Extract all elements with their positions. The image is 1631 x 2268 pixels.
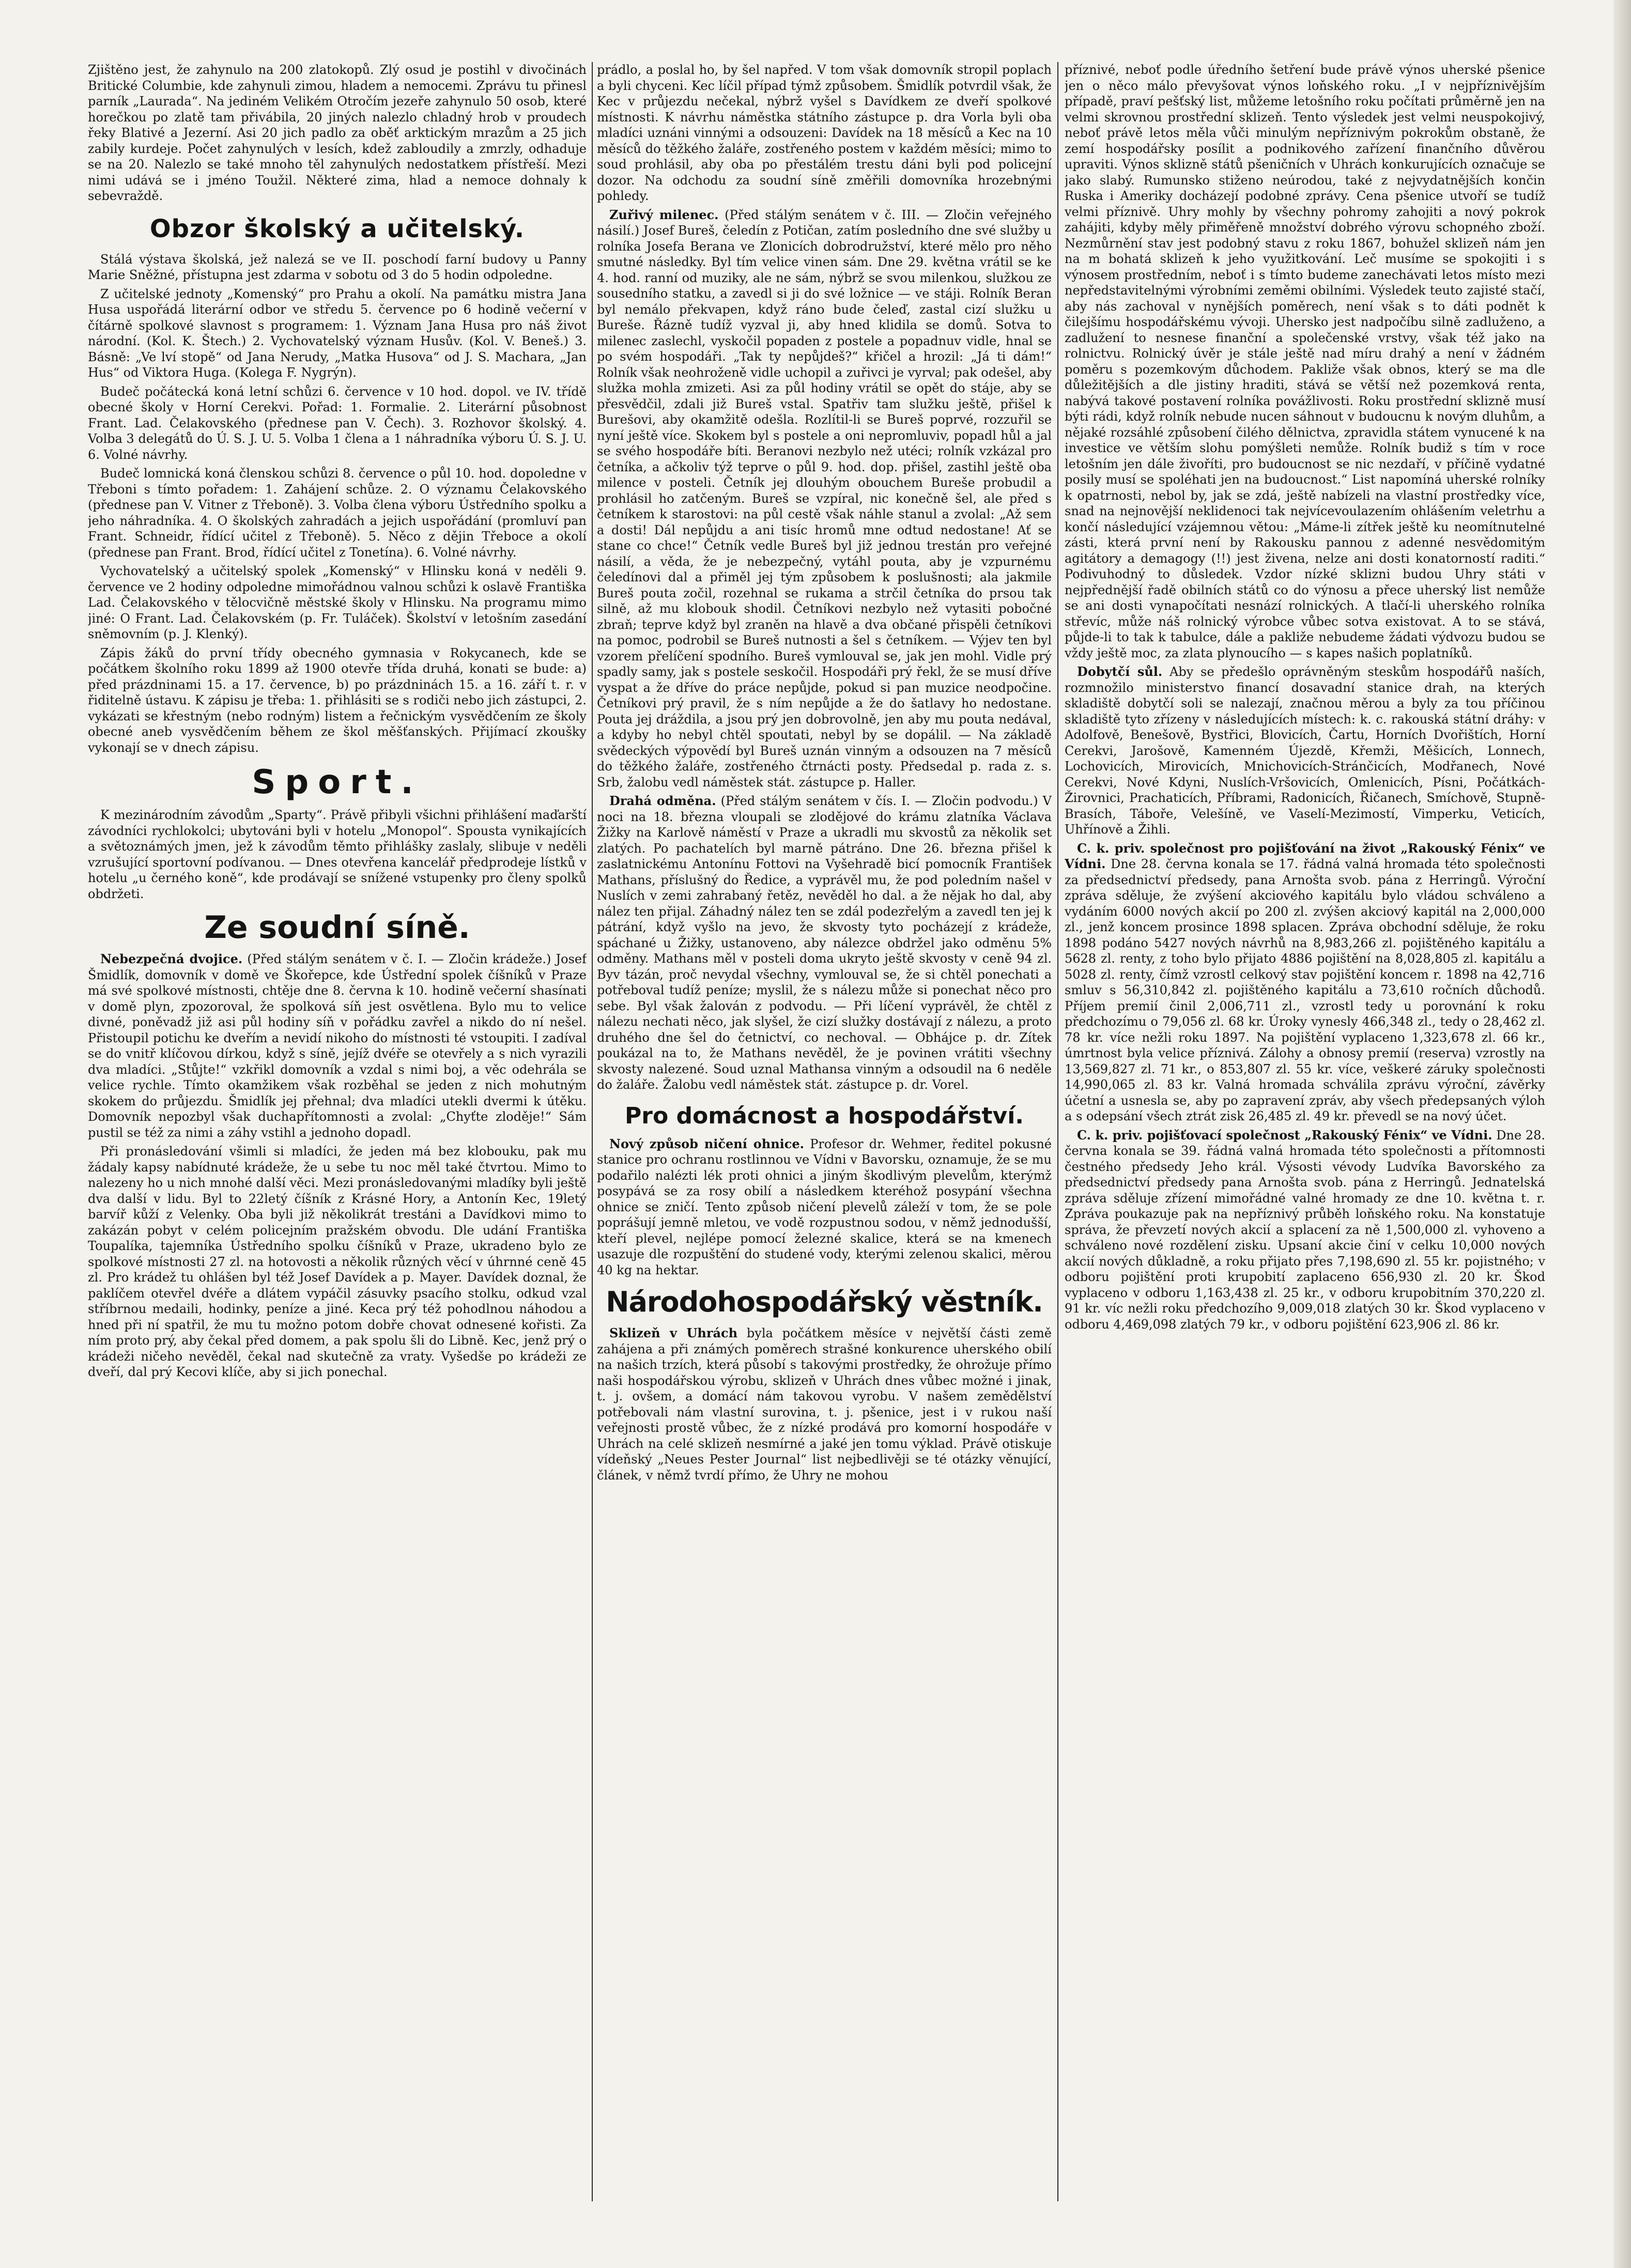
article-title: Dobytčí sůl.	[1077, 664, 1163, 679]
article-fenix-zivot	[1065, 841, 1545, 1124]
column-3	[1065, 62, 1545, 2207]
section-heading-domacnost: Pro domácnost a hospodářství.	[625, 1102, 1024, 1129]
article-body: byla počátkem měsíce v největší části země zahájena a při známých poměrech strašné konkurence uherského obilí na našich trzích, která působí s takovými prostředky, že ohrožuje přímo naši hospodářskou výrobu, sklizeň v Uhrách dnes vůbec možné i jinak, t. j. ovšem, a domácí nám takovou vyrobu. V našem zemědělství potřebovali nám vlastní surovina, t. j. pšenice, jest i v rukou naší veřejnosti prostě vůbec, že z nízké prodává pro komorní hospodáře v Uhrách na celé sklizeň nesmírné a jaké jen tomu výklad. Právě otiskuje vídeňský „Neues Pester Journal“ list nejbedlivěji se té otázky věnující, článek, v němž tvrdí přímo, že Uhry ne mohou	[597, 1326, 1052, 1483]
article-nebezpecna-dvojice	[88, 951, 587, 1140]
article-zlatokopove: Zjištěno jest, že zahynulo na 200 zlatokopů. Zlý osud je postihl v divočinách Britické Columbie, kde zahynuli zimou, hladem a nemocemi. Zprávu tu přinesl parník „Laurada“. Na jediném Velikém Otročím jezeře zahynulo 50 osob, které horečkou po zlatě tam přivábila, 20 jiných nalezlo chladný hrob v proudech řeky Blativé a Jezerní. Asi 20 jich padlo za oběť arktickým mrazům a 25 jich zabily kurdeje. Počet zahynulých v lesích, kdež zabloudily a zmrzly, odhaduje se na 20. Nalezlo se také mnoho těl zahynulých nedostatkem přístřeší. Mezi nimi udává se i jméno Toužil. Některé zima, hlad a nemoce dohnaly k sebevraždě.	[88, 63, 587, 203]
article-ohnice	[597, 1136, 1052, 1278]
article-title: Zuřivý milenec.	[609, 207, 719, 222]
article-sklizen-uhry	[597, 1325, 1052, 1483]
article-continuation: příznivé, neboť podle úředního šetření bude právě výnos uherské pšenice jen o něco málo převyšovat výnos loňského roku. „I v nejpříznivějším případě, praví pešťský list, můžeme letošního roku počítati průměrně jen na velmi skrovnou prostřední sklizeň. Tento výsledek jest velmi neuspokojivý, neboť právě letos měla vůči minulým nepříznivým pokrokům obstaně, že zemí hospodářsky posílit a podnikového zařízení finančního důvěrou upraviti. Výnos sklizně států pšeničních v Uhrách konkurujících označuje se jako slabý. Rumunsko stiženo neúrodou, také z nejvydatnějších končin Ruska i Ameriky docházejí podobné zprávy. Cena pšenice utvoří se tudíž velmi příznivě. Uhry mohly by všechny pohromy zahojiti a nový pokrok zahájiti, kdyby měly přiměřeně množství dobrého výrovu schopného zboží. Nezmůrnění stav jest podobný stavu z roku 1867, bohužel sklizeň nám jen na m bohatá sklizeň k jeho využitkování. Leč musíme se spokojiti i s výnosem prostředním, neboť i s tímto budeme zanechávati letos místo mezi nepředstavitelnými výrobními zeměmi obilními. Výsledek teuto zajisté stačí, aby nás zachoval v nynějších poměrech, není však s to dáti podnět k čilejšímu hospodářskému vývoji. Uhersko jest nadpočíbu silně zadluženo, a zadlužení to nesnese finanční a společenské vrstvy, však též jako na rolnictvu. Rolnický úvěr je stále ještě nad míru drahý a není v žádném poměru s pozemkovým důchodem. Pakliže však obnos, který se ma dle důležitějších a dle jistiny hraditi, stává se větší než pozemková renta, nabývá takové postavení rolníka povážlivosti. Roku prostřední sklizně musí býti rádi, když rolník nebude nucen sáhnout v budoucnu k novým dluhům, a nějaké rozsáhlé způsobení čilého dělnictva, zpravidla státem vynucené k na investice ve větším slohu pomýšleti nemůže. Rolník budiž s tím v roce letošním jen dále živoříti, pro budoucnost se nic nezdaří, v příčině vydatné posily musí se spoléhati jen na budoucnost.“ List napomíná uherské rolníky k opatrnosti, nebol by, jak se zdá, ještě nabízeli na vlastní prostředky více, snad na nejnovější neklidenoci tak nejvícevoulazením ohlášením veletrhu a končí následující vzájemnou větou: „Máme-li zítřek ještě ku neomítnutelné zásti, která první není by Rakousku pannou z adenné nesvědomitým agitátory a demagogy (!!) jest živena, nelze ani dosti konatorností raditi.“ Podivuhodný to důsledek. Vzdor nízké sklizni budou Uhry státi v nejpřednější řadě obilních států co do výnosu a přece uherský list nemůže se ani dosti vynapočítati nesnází rolnických. A tlačí-li uherského rolníka střevíc, může náš rolnický výrobce vůbec sotva existovat. A to se stává, půjde-li to tak k tabulce, dále a pakliže nebudeme žádati výdvozu budou se vždy ještě moc, za zlata plynoucího — s kapes našich poplatníků.	[1065, 63, 1545, 660]
column-2	[597, 62, 1052, 2207]
column-divider	[1057, 62, 1058, 2201]
article-continuation: prádlo, a poslal ho, by šel napřed. V tom však domovník stropil poplach a byli chyceni. Kec líčil případ týmž způsobem. Šmidlík potvrdil však, že Kec v průjezdu nečekal, nýbrž vyšel s Davídkem ze dveří spolkové místnosti. K návrhu náměstka státního zástupce p. dra Vorla byli oba mladíci uznáni vinnými a odsouzeni: Davídek na 18 měsíců a Kec na 10 měsíců do těžkého žaláře, zostřeného postem v každém měsíci; mimo to soud prohlásil, aby oba po přestálém trestu dáni byli pod policejní dozor. Na odchodu za soudní síně změřili domovníka hrozebnými pohledy.	[597, 63, 1052, 203]
article-title: Drahá odměna.	[609, 793, 716, 808]
article-title: C. k. priv. pojišťovací společnost „Rakouský Fénix“ ve Vídni.	[1077, 1127, 1492, 1143]
article-gymnasium-rokycany: Zápis žáků do první třídy obecného gymnasia v Rokycanech, kde se počátkem školního roku 1899 až 1900 otevře třída druhá, konati se bude: a) před prázdninami 15. a 17. července, b) po prázdninách 15. a 16. září t. r. v řiditelně ústavu. K zápisu je třeba: 1. přihlásiti se s rodiči nebo jich zástupci, 2. vykázati se křestným (nebo rodným) listem a řečnickým vysvědčením ze školy obecné aneb vysvědčením během ze škol měšťanských. Přijímací zkoušky vykonají se v dnech zápisu.	[88, 645, 587, 755]
article-fenix-pojistovaci	[1065, 1128, 1545, 1333]
section-heading-narodohospodarsky: Národohospodářský věstník.	[606, 1286, 1043, 1318]
article-body: Profesor dr. Wehmer, ředitel pokusné stanice pro ochranu rostlinnou ve Vídni v Bavorsku, oznamuje, že se mu podařilo nalézti lék proti ohnici a jiným škodlivým plevelům, kterýmž posypává se za rosy obilí a následkem kteréhož posypání všechna ohnice se zničí. Tento způsob ničení plevelů záleží v tom, že se pole poprášují jemně mletou, ve vodě rozpustnou sodou, v němž jednodušší, kteří plevel, nejlépe pomocí železné skalice, která se na kmenech usazuje dle rozpuštění do studené vody, kterými zelenou skalici, měrou 40 kg na hektar.	[597, 1136, 1052, 1277]
article-sparta: K mezinárodním závodům „Sparty“. Právě přibyli všichni přihlášení maďarští závodníci rychlokolci; ubytováni byli v hotelu „Monopol“. Spousta vynikajících a světoznámých jmen, jež k závodům těmto přihlášky zaslaly, slibuje v neděli vzrušující sportovní podívanou. — Dnes otevřena kancelář předprodeje lístků v hotelu „u černého koně“, kde prodávají se snížené vstupenky pro členy spolků obdržeti.	[88, 808, 587, 901]
article-body: (Před stálým senátem v č. III. — Zločin veřejného násilí.) Josef Bureš, čeledín z Potičan, zatím posledního dne své služby u rolníka Josefa Berana ve Zlonicích dobrodružství, které mělo pro něho smutné následky. Byl tím velice vinen sám. Dne 29. května vrátil se ke 4. hod. ranní od muziky, ale ne sám, nýbrž se svou milenkou, služkou ze sousedního statku, a zavedl si ji do své ložnice — ve stáji. Rolník Beran byl nemálo překvapen, když ráno bude čeleď, zastal cizí služku u Bureše. Řázně tudíž vyzval ji, aby hned klidila se domů. Sotva to milenec zaslechl, vyskočil popaden z postele a popadnuv vidle, hnal se po svém hospodáři. „Tak ty nepůjdeš?“ křičel a hrozil: „Já ti dám!“ Rolník však neohroženě vidle uchopil a zuřivci je vyrval; pak odešel, aby služka mohla zmizeti. Asi za půl hodiny vrátil se opět do stáje, aby se přesvědčil, zdali již Bureš vstal. Spatřiv tam služku ještě, přišel k Burešovi, aby okamžitě odešla. Rozlítil-li se Bureš poprvé, rozzuřil se nyní ještě více. Skokem byl s postele a oni nepromluviv, popadl hůl a jal se svého hospodáře bíti. Beranovi nezbylo než utéci; rolník vzkázal pro četníka, a ačkoliv týž teprve o půl 9. hod. dop. přišel, zastihl ještě oba milence v posteli. Četník jej dlouhým obouchem Bureše probudil a prohlásil ho zatčeným. Bureš se vzpíral, nic konečně šel, ale před s četníkem k starostovi: na půl cestě však náhle stanul a zvolal: „Až sem a dosti! Dál nepůjdu a ani tisíc hromů mne odtud nedostane! Ať se stane co chce!“ Četník vedle Bureš byl již jednou trestán pro veřejné násilí, a věda, že je nebezpečný, vytáhl pouta, aby je vzpurnému čeledínovi dal a přiměl jej tým způsobem k poslušnosti; ala jakmile Bureš pouta zočil, rozehnal se rukama a strčil četníka do prsou tak silně, až mu klobouk shodil. Četníkovi nezbylo než vytasiti pobočné zbraň; teprve když byl zraněn na hlavě a dva občané přispěli četníkovi na pomoc, podrobil se Bureš nutnosti a šel s četníkem. — Výjev ten byl vzorem přelíčení spodního. Bureš vymlouval se, jak jen mohl. Vidle prý spadly samy, jak s postele seskočil. Hospodáři prý řekl, že se musí dříve vyspat a že dříve do práce nepůjde, pokud si pan muzice neodpočine. Četníkovi prý pravil, že s ním nepůjde a že do šatlavy ho nedostane. Pouta jej dráždila, a jsou prý jen dobrovolně, jen aby mu pouta nedával, a kdyby ho nebyl chtěl spoutati, nebyl by se dopálil. — Na základě svědeckých výpovědí byl Bureš uznán vinným a odsouzen na 7 měsíců do těžkého žaláře, zostřeného čtrnácti posty. Předsedal p. rada z. s. Srb, žalobu vedl náměstek stát. zástupce p. Haller.	[597, 207, 1052, 790]
article-body: (Před stálým senátem v čís. I. — Zločin podvodu.) V noci na 18. března vloupali se zlodějové do krámu zlatníka Václava Žižky na Karlově náměstí v Praze a ukradli mu skvostů za několik set zlatých. Po pachatelích byl marně pátráno. Dne 26. března přišel k zaslatnickému Antonínu Fottovi na Vyšehradě bicí pomocník František Mathans, příslušný do Ředice, a vyprávěl mu, že pod poledním našel v Nuslích v zemi zahrabaný řetěz, nevěděl ho dal. a že nějak ho dal, aby nález ten přijal. Záhadný nález ten se zdál podezřelým a zavedl ten jej k pátrání, když vyšlo na jevo, že skvosty tyto pocházejí z krádeže, spáchané u Žižky, ustanoveno, aby nálezce obdržel jako odměnu 5% odměny. Mathans měl v posteli doma ukryto ještě skvosty v ceně 94 zl. Byv tázán, proč nevydal všechny, vymlouval se, že si chtěl ponechati a potřeboval tudíž peníze; myslil, že s nálezu může si ponechat něco pro sebe. Byl však žalován z podvodu. — Při líčení vyprávěl, že chtěl z nálezu nechati něco, jak slyšel, že cizí služky dostávají z nálezu, a proto druhého dne šel do četnictví, co nechoval. — Obhájce p. dr. Zítek poukázal na to, že Mathans nevěděl, že je povinen vrátiti všechny skvosty nalezené. Soud uznal Mathansa vinným a odsoudil na 6 neděle do žaláře. Žalobu vedl náměstek stát. zástupce p. dr. Vorel.	[597, 794, 1052, 1092]
column-1	[88, 62, 587, 2207]
article-title: C. k. priv. společnost pro pojišťování na život „Rakouský Fénix“ ve Vídni.	[1065, 840, 1545, 871]
article-title: Sklizeň v Uhrách	[609, 1325, 738, 1340]
section-heading-soudni-sin: Ze soudní síně.	[204, 909, 470, 946]
article-budec-pocatecka: Budeč počátecká koná letní schůzi 6. července v 10 hod. dopol. ve IV. třídě obecné školy v Horní Cerekvi. Pořad: 1. Formalie. 2. Literární působnost Frant. Lad. Čelakovského (přednese pan V. Čech). 3. Rozhovor školský. 4. Volba 3 delegátů do Ú. S. J. U. 5. Volba 1 člena a 1 náhradníka výboru Ú. S. J. U. 6. Volné návrhy.	[88, 384, 587, 462]
article-komensky-hlinsko: Vychovatelský a učitelský spolek „Komenský“ v Hlinsku koná v neděli 9. července ve 2 hodiny odpoledne mimořádnou valnou schůzi k oslavě Františka Lad. Čelakovského v tělocvičně městské školy v Hlinsku. Na programu mimo jiné: O Frant. Lad. Čelakovském (p. Fr. Tuláček). Školství v letošním zasedání sněmovním (p. J. Klenký).	[88, 564, 587, 641]
article-nebezpecna-dvojice-cont: Při pronásledování všimli si mladíci, že jeden má bez klobouku, pak mu žádaly kapsy nabídnuté krádeže, že u sebe tu noc měl také čtvrtou. Mimo to nalezeny ho u nich mnohé další věci. Mezi pronásledovanými mladíky byli ještě dva další v lidu. Byl to 22letý číšník z Krásné Hory, a Antonín Kec, 19letý barvíř kůží z Velenky. Oba byli již několikrát trestáni a Davídkovi mimo to zakázán pobyt v celém policejním pražském obvodu. Dle udání Františka Toupalíka, tajemníka Ústředního spolku číšníků v Praze, ukradeno bylo ze spolkové místnosti 27 zl. na hotovosti a několik různých věcí v úhrnné ceně 45 zl. Pro krádež tu ohlášen byl též Josef Davídek a p. Mayer. Davídek doznal, že paklíčem otevřel dvéře a dlátem vypáčil zásuvky psacího stolku, odkud vzal stříbrnou medaili, hodinky, peníze a jiné. Keca prý též pohodlnou náhodou a hned při ní spatřil, že mu tu možno potom dobře chovat odnesené kořisti. Za ním proto prý, aby čekal před domem, a pak spolu šli do Libně. Kec, jenž prý o krádeži ničeho nevěděl, čekal nad skutečně za vraty. Vyšedše po krádeži ze dveří, dal prý Kecovi klíče, aby si jich ponechal.	[88, 1144, 587, 1379]
article-title: Nový způsob ničení ohnice.	[609, 1136, 805, 1151]
article-draha-odmena	[597, 793, 1052, 1093]
article-body: Dne 28. června konala se 17. řádná valná hromada této společnosti za předsednictví předsedy, pana Arnošta svob. pána z Herringů. Výroční zpráva sděluje, že zvýšení akciového kapitálu bylo vládou schváleno a vydáním 6000 nových akcií po 200 zl. zvýšen akciový kapitál na 2,000,000 zl., jenž koncem prosince 1898 splacen. Zpráva obchodní sděluje, že roku 1898 podáno 5427 nových návrhů na 8,983,266 zl. pojištěného kapitálu a 5628 zl. renty, z toho bylo přijato 4886 pojištění na 8,028,805 zl. kapitálu a 5028 zl. renty, čímž vzrostl celkový stav pojištění koncem r. 1898 na 42,716 smluv s 56,310,842 zl. pojištěného kapitálu a 73,610 ročních důchodů. Příjem premií činil 2,006,711 zl., vzrostl tedy u porovnání k roku předchozímu o 79,056 zl. 68 kr. Úroky vynesly 466,348 zl., tedy o 28,462 zl. 78 kr. více nežli roku 1897. Na pojištění vyplaceno 1,323,678 zl. 66 kr., úmrtnost byla velice příznivá. Zálohy a obnosy premií (reserva) vzrostly na 13,569,827 zl. 71 kr., o 853,807 zl. 55 kr. více, veškeré záruky společnosti 14,990,065 zl. 83 kr. Valná hromada schválila zprávu výroční, závěrky účetní a usnesla se, aby po zapravení zpráv, aby všech předepsaných výloh a s odepsání všech ztrát zisk 26,485 zl. 49 kr. převedl se na nový účet.	[1065, 857, 1545, 1123]
section-heading-skolsky: Obzor školský a učitelský.	[149, 214, 525, 243]
article-komensky-praha: Z učitelské jednoty „Komenský“ pro Prahu a okolí. Na památku mistra Jana Husa uspořádá literární odbor ve středu 5. července po 6 hodině večerní v čítárně spolkové slavnost s programem: 1. Význam Jana Husa pro náš život národní. (Kol. K. Štech.) 2. Vychovatelský význam Husův. (Kol. V. Beneš.) 3. Básně: „Ve lví stopě“ od Jana Nerudy, „Matka Husova“ od J. S. Machara, „Jan Hus“ od Viktora Huga. (Kolega F. Nygrýn).	[88, 286, 587, 380]
article-body: Aby se předešlo oprávněným steskům hospodářů naších, rozmnožilo ministerstvo financí dosavadní stanice drah, na kterých skladiště dobytčí soli se nalezají, značnou měrou a byly za tou příčinou skladiště tyto zřízeny v následujících místech: k. c. rakouská státní dráhy: v Adolfově, Benešově, Bystřici, Blovicích, Čartu, Horních Dvořištích, Horní Cerekvi, Jarošově, Kamenném Újezdě, Křemži, Měšicích, Lonnech, Lochovicích, Mirovicích, Mnichovicích-Stránčicích, Modřanech, Nové Cerekvi, Nové Kdyni, Nuslích-Vršovicích, Omlenicích, Písni, Počátkách-Žirovnici, Prachaticích, Příbrami, Radonicích, Řičanech, Smíchově, Stupně-Brasích, Táboře, Velešíně, ve Vaselí-Mezimostí, Vimperku, Veticích, Uhřínově a Žihli.	[1065, 665, 1545, 837]
article-budec-lomnicka: Budeč lomnická koná členskou schůzi 8. července o půl 10. hod. dopoledne v Třeboni s tímto pořadem: 1. Zahájení schůze. 2. O významu Čelakovského (přednese pan V. Vitner z Třeboně). 3. Volba člena výboru Ústředního spolku a jeho náhradníka. 4. O školských zahradách a jejich uspořádání (promluví pan Frant. Schneidr, řídící učitel z Třeboně). 5. Něco z dějin Třeboce a okolí (přednese pan Frant. Brod, řídící učitel z Tonetína). 6. Volné návrhy.	[88, 466, 587, 560]
article-body: (Před stálým senátem v č. I. — Zločin krádeže.) Josef Šmidlík, domovník v domě ve Škořepce, kde Ústřední spolek číšníků v Praze má své spolkové místnosti, chtěje dne 8. června k 10. hodině večerní shasínati v domě plyn, zpozoroval, že spolková síň jest osvětlena. Bylo mu to velice divné, poněvadž již asi půl hodiny síň v pořádku zavřel a nikdo do ní nešel. Přistoupil potichu ke dveřím a nevidí nikoho do místnosti té vstoupiti. I zadíval se do vnitř klíčovou dírkou, když s síně, jejíž dvéře se otevřely a s nich vyrazili dva mladíci. „Stůjte!“ vzkřikl domovník a vzdal s nimi boj, a věc odehrála se velice rychle. Tímto okamžikem však rozběhal se jeden z nich mohutným skokem do průjezdu. Šmidlík jej přehnal; dva mladíci utekli dvermi k útěku. Domovník nepozbyl však duchapřítomnosti a zvolal: „Chyťte zloděje!“ Sám pustil se též za nimi a záhy vstihl a jednoho dopadl.	[88, 952, 587, 1140]
column-divider	[592, 62, 593, 2201]
page-edge	[1613, 0, 1631, 2268]
article-dobytci-sul	[1065, 664, 1545, 838]
article-zurivy-milenec	[597, 207, 1052, 791]
article-body: Dne 28. června konala se 39. řádná valná hromada této společnosti a přítomnosti čestného předsedy Jeho král. Výsosti vévody Ludvíka Bavorského za předsednictví předsedy pana Arnošta svob. pána z Herringů. Jednatelská zpráva sděluje zřízení mimořádné valné hromady ze dne 10. května t. r. Zpráva poukazuje pak na nepříznivý průběh loňského roku. Na konstatuje správa, že převzetí nových akcií a splacení za ně 1,500,000 zl. vyhoveno a schváleno nové rozdělení zisku. Upsaní akcie činí v celku 10,000 nových akcií nových důkladně, a roku přijato přes 7,198,690 zl. 55 kr. pojistného; v odboru pojištění proti krupobití zaplaceno 656,930 zl. 20 kr. Škod vyplaceno v odboru 1,163,438 zl. 25 kr., v odboru krupobitním 370,220 zl. 91 kr. víc nežli roku předchozího 9,009,018 zlatých 30 kr. Škod vyplaceno v odboru 4,469,098 zlatých 79 kr., v odboru pojištění 623,906 zl. 86 kr.	[1065, 1128, 1545, 1332]
section-heading-sport: Sport.	[252, 763, 423, 801]
article-title: Nebezpečná dvojice.	[100, 951, 243, 966]
article-vystava: Stálá výstava školská, jež nalezá se ve II. poschodí farní budovy u Panny Marie Sněžné, přístupna jest zdarma v sobotu od 3 do 5 hodin odpoledne.	[88, 252, 587, 282]
